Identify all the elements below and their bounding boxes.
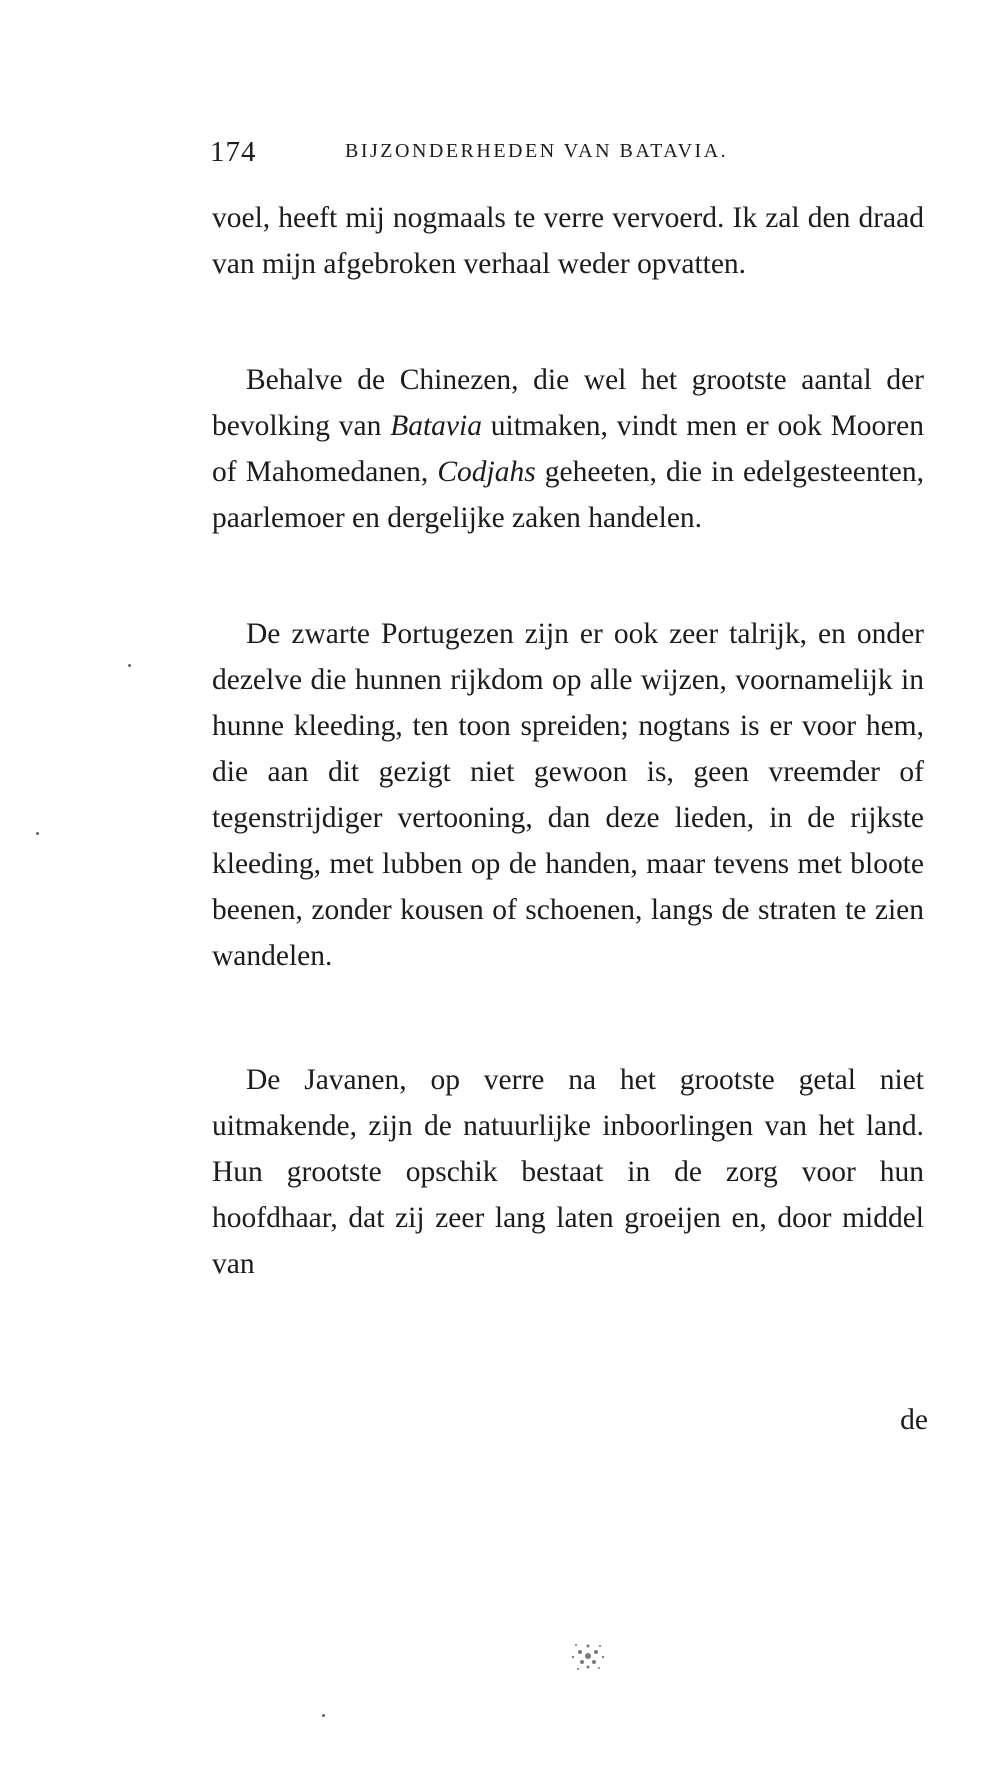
page-number: 174 — [210, 136, 257, 168]
paragraph-text: De Javanen, op verre na het grootste getal niet uitmakende, zijn de natuurlijke inboorlingen van het land. Hun grootste opschik bestaat in de zorg voor hun hoofdhaar, dat zij zeer lang laten groeijen en, door middel van — [212, 1064, 924, 1280]
paragraph-chinezen — [212, 357, 924, 541]
running-head — [210, 136, 930, 172]
term-italic: Codjahs — [437, 456, 536, 488]
paragraph-text: uitmaken, vindt men er ook Mooren of Mahomedanen, — [212, 410, 924, 488]
ink-speck — [322, 1714, 325, 1717]
paragraph-portugezen — [212, 611, 924, 979]
paragraph-continuation — [212, 195, 924, 287]
paragraph-text: De zwarte Portugezen zijn er ook zeer talrijk, en onder dezelve die hunnen rijkdom op alle wijzen, voornamelijk in hunne kleeding, ten toon spreiden; nogtans is er voor hem, die aan dit gezigt niet gewoon is, geen vreemder of tegenstrijdiger vertooning, dan deze lieden, in de rijkste kleeding, met lubben op de handen, maar tevens met bloote beenen, zonder kousen of schoenen, langs de straten te zien wandelen. — [212, 618, 924, 972]
body-text — [212, 195, 924, 1287]
paragraph-text: voel, heeft mij nogmaals te verre vervoerd. Ik zal den draad van mijn afgebroken verhaal weder opvatten. — [212, 202, 924, 280]
ink-speck — [128, 664, 131, 667]
printers-flower-ornament-icon — [562, 1636, 614, 1676]
running-title: BIJZONDERHEDEN VAN BATAVIA. — [345, 140, 729, 162]
catchword: de — [900, 1404, 928, 1436]
paragraph-text: geheeten, die in edelgesteenten, paarlemoer en dergelijke zaken handelen. — [212, 456, 925, 534]
ink-speck — [36, 832, 39, 835]
paragraph-javanen — [212, 1057, 924, 1287]
paragraph-text: Behalve de Chinezen, die wel het grootste aantal der bevolking van — [212, 364, 924, 442]
place-name-italic: Batavia — [390, 410, 482, 442]
